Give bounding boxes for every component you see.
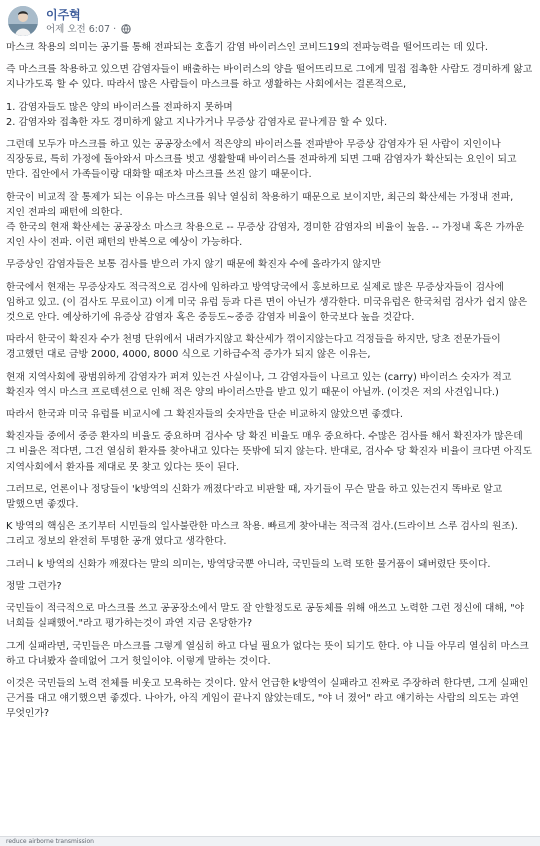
post-paragraph: 1. 감염자들도 많은 양의 바이러스를 전파하지 못하며 2. 감염자와 접촉한 자도 경미하게 앓고 지나가거나 무증상 감염자로 끝나게끔 할 수 있다. bbox=[6, 101, 388, 128]
post-paragraph: 그런데 모두가 마스크를 하고 있는 공공장소에서 적은양의 바이러스를 전파받아 무증상 감염자가 된 사람이 지인이나 직장동료, 특히 가정에 돌아와서 마스크를 벗고 생활할때 바이러스를 전파하게 되면 그때 감염자가 확산되는 요인이 되고 만다. 집안에서 가족들이랑 대화할 때조차 마스크를 쓰진 않기 때문이다. bbox=[6, 139, 517, 181]
meta-separator: · bbox=[113, 24, 117, 35]
post-paragraph: 그러니 k 방역의 신화가 깨졌다는 말의 의미는, 방역당국뿐 아니라, 국민들의 노력 또한 물거품이 돼버렸단 뜻이다. bbox=[6, 558, 491, 570]
post-paragraph: 따라서 한국이 확진자 수가 천명 단위에서 내려가지않고 확산세가 꺾이지않는다고 걱정들을 하지만, 당초 전문가들이 경고했던 대로 금방 2000, 4000, 8000 식으로 기하급수적 증가가 되지 않은 이유는, bbox=[6, 334, 501, 361]
author-name[interactable]: 이주혁 bbox=[46, 8, 81, 22]
globe-icon bbox=[121, 24, 131, 38]
post-paragraph: 한국에서 현재는 무증상자도 적극적으로 검사에 임하라고 방역당국에서 홍보하므로 실제로 많은 무증상자들이 검사에 임하고 있고. (이 검사도 무료이고) 이게 미국 유럽 등과 다른 면이 아닌가 생각한다. 미국유럽은 한국처럼 검사가 쉽지 않은 것으로 안다. 예상하기에 유증상 감염자 혹은 중등도~중증 감염자 비율이 한국보다 높을 것같다. bbox=[6, 281, 528, 324]
post-paragraph: 국민들이 적극적으로 마스크를 쓰고 공공장소에서 말도 잘 안할정도로 공동체를 위해 애쓰고 노력한 그런 정신에 대해, "야 너희들 실패했어."라고 평가하는것이 과연 지금 온당한가? bbox=[6, 603, 525, 630]
post-paragraph: 무증상인 감염자들은 보통 검사를 받으러 가지 않기 때문에 확진자 수에 올라가지 않지만 bbox=[6, 259, 381, 271]
avatar[interactable] bbox=[8, 6, 38, 36]
post-paragraph: 따라서 한국과 미국 유럽를 비교시에 그 확진자들의 숫자만을 단순 비교하지 않았으면 좋겠다. bbox=[6, 409, 403, 421]
post-paragraph: 그러므로, 언론이나 정당들이 'k방역의 신화가 깨졌다'라고 비판할 때, 자기들이 무슨 말을 하고 있는건지 똑바로 알고 말했으면 좋겠다. bbox=[6, 483, 503, 511]
post-paragraph: 정말 그런가? bbox=[6, 580, 62, 592]
post-paragraph: 즉 마스크를 착용하고 있으면 감염자들이 배출하는 바이러스의 양을 떨어뜨리므로 그에게 밀접 접촉한 사람도 경미하게 앓고 지나가도록 할 수 있다. 따라서 많은 사람들이 마스크를 하고 생활하는 사회에서는 결론적으로, bbox=[6, 64, 533, 91]
link-preview-caption: reduce airborne transmission bbox=[6, 838, 94, 845]
post-paragraph: 한국이 비교적 잘 통제가 되는 이유는 마스크를 워낙 열심히 착용하기 때문으로 보이지만, 최근의 확산세는 가정내 전파, 지인 전파의 패턴에 의한다. 즉 한국의 현재 확산세는 공공장소 마스크 착용으로 -- 무증상 감염자, 경미한 감염자의 비율이 높음. -- 가정내 혹은 가까운 지인 사이 전파. 이런 패턴의 반복으로 예상이 가능하다. bbox=[6, 191, 525, 249]
post-paragraph: 이것은 국민들의 노력 전체를 비웃고 모욕하는 것이다. 앞서 언급한 k방역이 실패라고 진짜로 주장하려 한다면, 그게 실패인 근거를 대고 얘기했으면 좋겠다. 나아가, 아직 게임이 끝나지 않았는데도, "야 너 졌어" 라고 얘기하는 사람의 의도는 과연 무엇인가? bbox=[6, 677, 529, 720]
profile-photo-icon bbox=[8, 6, 38, 36]
post-paragraph: 그게 실패라면, 국민들은 마스크를 그렇게 열심히 하고 다닐 필요가 없다는 뜻이 되기도 한다. 야 니들 아무리 열심히 마스크 하고 다녀봤자 쓸데없어 그거 헛일이야. 이렇게 말하는 것이다. bbox=[6, 640, 529, 667]
post-body bbox=[6, 40, 534, 722]
post-timestamp[interactable]: 어제 오전 6:07 bbox=[46, 24, 111, 35]
post-paragraph: 마스크 착용의 의미는 공기를 통해 전파되는 호흡기 감염 바이러스인 코비드19의 전파능력을 떨어뜨리는 데 있다. bbox=[6, 42, 488, 53]
post-paragraph: K 방역의 핵심은 조기부터 시민들의 일사불란한 마스크 착용. 빠르게 찾아내는 적극적 검사.(드라이브 스루 검사의 원조). 그리고 정보의 완전히 투명한 공개 였다고 생각한다. bbox=[6, 521, 518, 548]
post-header bbox=[8, 6, 532, 40]
post-paragraph: 현재 지역사회에 광범위하게 감염자가 퍼져 있는건 사실이나, 그 감염자들이 나르고 있는 (carry) 바이러스 숫자가 적고 확진자 역시 마스크 프로텍션으로 인해 적은 양의 바이러스만을 받고 있기 때문이 아닐까. (이것은 저의 사견입니다.) bbox=[6, 371, 512, 398]
post-paragraph: 확진자들 중에서 중증 환자의 비율도 중요하며 검사수 당 확진 비율도 매우 중요하다. 수많은 검사를 해서 확진자가 많은데 그 비율은 적다면, 그건 열심히 환자를 찾아내고 있다는 뜻밖에 되지 않는다. 반대로, 검사수 당 확진자 비율이 크다면 아직도 지역사회에서 환자를 제대로 못 찾고 있다는 뜻이 된다. bbox=[6, 431, 533, 473]
post-meta bbox=[46, 24, 131, 38]
